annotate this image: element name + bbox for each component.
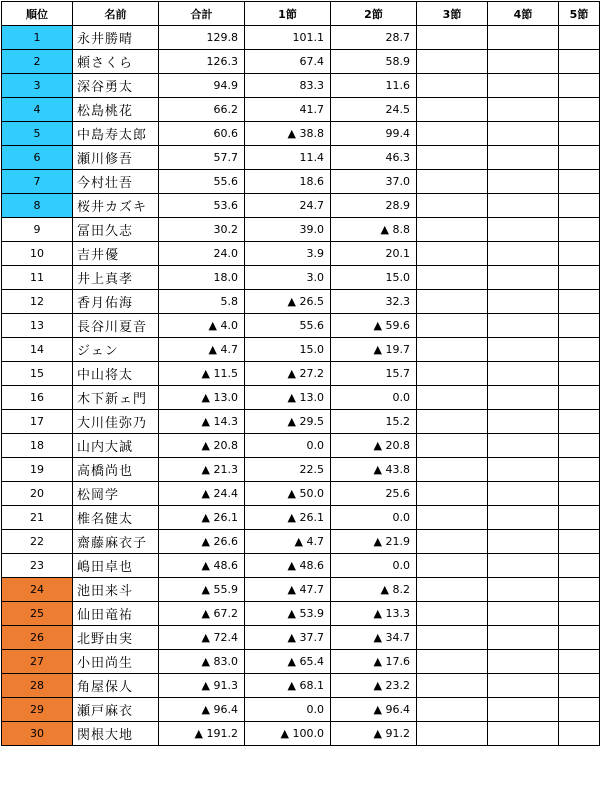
section-1-cell[interactable]: ▲ 26.5: [245, 290, 331, 314]
name-cell[interactable]: 長谷川夏音: [73, 314, 159, 338]
table-row: [2, 554, 600, 578]
section-2-cell[interactable]: 25.6: [331, 482, 417, 506]
total-cell[interactable]: ▲ 91.3: [159, 674, 245, 698]
name-cell[interactable]: 高橋尚也: [73, 458, 159, 482]
section-2-cell[interactable]: ▲ 43.8: [331, 458, 417, 482]
name-cell[interactable]: 角屋保人: [73, 674, 159, 698]
section-4-cell[interactable]: [488, 218, 559, 242]
table-row: [2, 674, 600, 698]
table-row: [2, 506, 600, 530]
header-section-3[interactable]: 3節: [417, 2, 488, 26]
rank-cell[interactable]: 6: [2, 146, 73, 170]
section-1-cell[interactable]: 55.6: [245, 314, 331, 338]
section-2-cell[interactable]: 0.0: [331, 386, 417, 410]
section-3-cell[interactable]: [417, 242, 488, 266]
section-2-cell[interactable]: 15.0: [331, 266, 417, 290]
total-cell[interactable]: ▲ 26.1: [159, 506, 245, 530]
section-4-cell[interactable]: [488, 554, 559, 578]
section-4-cell[interactable]: [488, 122, 559, 146]
name-cell[interactable]: 北野由実: [73, 626, 159, 650]
section-3-cell[interactable]: [417, 170, 488, 194]
section-4-cell[interactable]: [488, 98, 559, 122]
section-1-cell[interactable]: ▲ 65.4: [245, 650, 331, 674]
section-5-cell[interactable]: [559, 74, 600, 98]
total-cell[interactable]: ▲ 72.4: [159, 626, 245, 650]
section-4-cell[interactable]: [488, 338, 559, 362]
section-4-cell[interactable]: [488, 602, 559, 626]
name-cell[interactable]: 池田来斗: [73, 578, 159, 602]
section-3-cell[interactable]: [417, 314, 488, 338]
total-cell[interactable]: 53.6: [159, 194, 245, 218]
section-1-cell[interactable]: ▲ 48.6: [245, 554, 331, 578]
section-5-cell[interactable]: [559, 98, 600, 122]
name-cell[interactable]: 今村壮吾: [73, 170, 159, 194]
rank-cell[interactable]: 23: [2, 554, 73, 578]
section-5-cell[interactable]: [559, 194, 600, 218]
section-3-cell[interactable]: [417, 506, 488, 530]
total-cell[interactable]: 18.0: [159, 266, 245, 290]
rank-cell[interactable]: 14: [2, 338, 73, 362]
section-2-cell[interactable]: ▲ 19.7: [331, 338, 417, 362]
section-2-cell[interactable]: 28.9: [331, 194, 417, 218]
name-cell[interactable]: 吉井優: [73, 242, 159, 266]
total-cell[interactable]: ▲ 48.6: [159, 554, 245, 578]
section-4-cell[interactable]: [488, 410, 559, 434]
section-3-cell[interactable]: [417, 674, 488, 698]
name-cell[interactable]: 頼さくら: [73, 50, 159, 74]
section-4-cell[interactable]: [488, 242, 559, 266]
section-1-cell[interactable]: 0.0: [245, 698, 331, 722]
section-5-cell[interactable]: [559, 602, 600, 626]
section-4-cell[interactable]: [488, 362, 559, 386]
section-2-cell[interactable]: 0.0: [331, 506, 417, 530]
rank-cell[interactable]: 20: [2, 482, 73, 506]
name-cell[interactable]: 齋藤麻衣子: [73, 530, 159, 554]
section-1-cell[interactable]: ▲ 53.9: [245, 602, 331, 626]
header-total[interactable]: 合計: [159, 2, 245, 26]
rank-cell[interactable]: 25: [2, 602, 73, 626]
table-row: [2, 98, 600, 122]
section-5-cell[interactable]: [559, 314, 600, 338]
section-5-cell[interactable]: [559, 722, 600, 746]
section-5-cell[interactable]: [559, 26, 600, 50]
rank-cell[interactable]: 18: [2, 434, 73, 458]
section-3-cell[interactable]: [417, 386, 488, 410]
section-1-cell[interactable]: 41.7: [245, 98, 331, 122]
total-cell[interactable]: 24.0: [159, 242, 245, 266]
section-5-cell[interactable]: [559, 530, 600, 554]
section-4-cell[interactable]: [488, 50, 559, 74]
table-row: [2, 74, 600, 98]
name-cell[interactable]: 井上真孝: [73, 266, 159, 290]
total-cell[interactable]: ▲ 11.5: [159, 362, 245, 386]
section-3-cell[interactable]: [417, 650, 488, 674]
rank-cell[interactable]: 13: [2, 314, 73, 338]
total-cell[interactable]: ▲ 26.6: [159, 530, 245, 554]
name-cell[interactable]: 瀬川修吾: [73, 146, 159, 170]
name-cell[interactable]: 中山将太: [73, 362, 159, 386]
name-cell[interactable]: 関根大地: [73, 722, 159, 746]
name-cell[interactable]: 山内大誠: [73, 434, 159, 458]
section-3-cell[interactable]: [417, 146, 488, 170]
section-3-cell[interactable]: [417, 218, 488, 242]
section-1-cell[interactable]: 101.1: [245, 26, 331, 50]
table-row: [2, 362, 600, 386]
total-cell[interactable]: 66.2: [159, 98, 245, 122]
table-row: [2, 170, 600, 194]
section-4-cell[interactable]: [488, 650, 559, 674]
section-4-cell[interactable]: [488, 314, 559, 338]
section-1-cell[interactable]: 15.0: [245, 338, 331, 362]
rank-cell[interactable]: 1: [2, 26, 73, 50]
rank-cell[interactable]: 29: [2, 698, 73, 722]
section-2-cell[interactable]: 15.7: [331, 362, 417, 386]
section-3-cell[interactable]: [417, 626, 488, 650]
section-5-cell[interactable]: [559, 434, 600, 458]
section-1-cell[interactable]: ▲ 26.1: [245, 506, 331, 530]
section-1-cell[interactable]: ▲ 13.0: [245, 386, 331, 410]
section-2-cell[interactable]: ▲ 8.2: [331, 578, 417, 602]
section-1-cell[interactable]: ▲ 4.7: [245, 530, 331, 554]
total-cell[interactable]: ▲ 67.2: [159, 602, 245, 626]
name-cell[interactable]: 香月佑海: [73, 290, 159, 314]
section-5-cell[interactable]: [559, 674, 600, 698]
section-1-cell[interactable]: 0.0: [245, 434, 331, 458]
section-3-cell[interactable]: [417, 338, 488, 362]
section-2-cell[interactable]: 99.4: [331, 122, 417, 146]
rank-cell[interactable]: 17: [2, 410, 73, 434]
section-2-cell[interactable]: 37.0: [331, 170, 417, 194]
total-cell[interactable]: ▲ 83.0: [159, 650, 245, 674]
name-cell[interactable]: 椎名健太: [73, 506, 159, 530]
section-4-cell[interactable]: [488, 170, 559, 194]
section-4-cell[interactable]: [488, 530, 559, 554]
section-1-cell[interactable]: 3.0: [245, 266, 331, 290]
rank-cell[interactable]: 26: [2, 626, 73, 650]
name-cell[interactable]: 永井勝晴: [73, 26, 159, 50]
total-cell[interactable]: ▲ 13.0: [159, 386, 245, 410]
total-cell[interactable]: ▲ 24.4: [159, 482, 245, 506]
section-2-cell[interactable]: ▲ 20.8: [331, 434, 417, 458]
total-cell[interactable]: 94.9: [159, 74, 245, 98]
total-cell[interactable]: ▲ 96.4: [159, 698, 245, 722]
section-5-cell[interactable]: [559, 578, 600, 602]
table-row: [2, 482, 600, 506]
section-3-cell[interactable]: [417, 578, 488, 602]
total-cell[interactable]: ▲ 55.9: [159, 578, 245, 602]
section-2-cell[interactable]: ▲ 23.2: [331, 674, 417, 698]
header-section-5[interactable]: 5節: [559, 2, 600, 26]
section-4-cell[interactable]: [488, 434, 559, 458]
standings-table: [1, 1, 600, 746]
section-5-cell[interactable]: [559, 650, 600, 674]
rank-cell[interactable]: 4: [2, 98, 73, 122]
section-1-cell[interactable]: 11.4: [245, 146, 331, 170]
table-row: [2, 26, 600, 50]
section-4-cell[interactable]: [488, 506, 559, 530]
section-3-cell[interactable]: [417, 554, 488, 578]
section-5-cell[interactable]: [559, 266, 600, 290]
rank-cell[interactable]: 12: [2, 290, 73, 314]
section-5-cell[interactable]: [559, 50, 600, 74]
table-row: [2, 194, 600, 218]
name-cell[interactable]: 小田尚生: [73, 650, 159, 674]
section-3-cell[interactable]: [417, 410, 488, 434]
name-cell[interactable]: 松岡学: [73, 482, 159, 506]
section-2-cell[interactable]: ▲ 17.6: [331, 650, 417, 674]
section-4-cell[interactable]: [488, 458, 559, 482]
rank-cell[interactable]: 5: [2, 122, 73, 146]
rank-cell[interactable]: 3: [2, 74, 73, 98]
name-cell[interactable]: 松島桃花: [73, 98, 159, 122]
table-row: [2, 410, 600, 434]
section-3-cell[interactable]: [417, 26, 488, 50]
section-5-cell[interactable]: [559, 242, 600, 266]
section-4-cell[interactable]: [488, 194, 559, 218]
section-1-cell[interactable]: 3.9: [245, 242, 331, 266]
section-3-cell[interactable]: [417, 194, 488, 218]
header-rank[interactable]: 順位: [2, 2, 73, 26]
section-3-cell[interactable]: [417, 362, 488, 386]
table-row: [2, 218, 600, 242]
table-row: [2, 242, 600, 266]
section-2-cell[interactable]: 24.5: [331, 98, 417, 122]
total-cell[interactable]: ▲ 191.2: [159, 722, 245, 746]
section-3-cell[interactable]: [417, 266, 488, 290]
section-5-cell[interactable]: [559, 506, 600, 530]
section-3-cell[interactable]: [417, 50, 488, 74]
section-5-cell[interactable]: [559, 626, 600, 650]
section-4-cell[interactable]: [488, 146, 559, 170]
section-4-cell[interactable]: [488, 626, 559, 650]
name-cell[interactable]: 木下新ェ門: [73, 386, 159, 410]
rank-cell[interactable]: 7: [2, 170, 73, 194]
header-row: [2, 2, 600, 26]
section-3-cell[interactable]: [417, 458, 488, 482]
total-cell[interactable]: ▲ 14.3: [159, 410, 245, 434]
section-2-cell[interactable]: 46.3: [331, 146, 417, 170]
table-row: [2, 122, 600, 146]
rank-cell[interactable]: 24: [2, 578, 73, 602]
rank-cell[interactable]: 8: [2, 194, 73, 218]
table-row: [2, 458, 600, 482]
section-4-cell[interactable]: [488, 266, 559, 290]
section-5-cell[interactable]: [559, 458, 600, 482]
section-2-cell[interactable]: 20.1: [331, 242, 417, 266]
table-row: [2, 578, 600, 602]
section-5-cell[interactable]: [559, 554, 600, 578]
rank-cell[interactable]: 21: [2, 506, 73, 530]
section-5-cell[interactable]: [559, 170, 600, 194]
table-row: [2, 602, 600, 626]
section-2-cell[interactable]: ▲ 59.6: [331, 314, 417, 338]
section-5-cell[interactable]: [559, 218, 600, 242]
rank-cell[interactable]: 11: [2, 266, 73, 290]
section-1-cell[interactable]: 39.0: [245, 218, 331, 242]
rank-cell[interactable]: 30: [2, 722, 73, 746]
table-body: [2, 26, 600, 746]
name-cell[interactable]: 仙田竜祐: [73, 602, 159, 626]
header-section-2[interactable]: 2節: [331, 2, 417, 26]
section-2-cell[interactable]: 28.7: [331, 26, 417, 50]
name-cell[interactable]: 中島寿太郎: [73, 122, 159, 146]
total-cell[interactable]: 129.8: [159, 26, 245, 50]
rank-cell[interactable]: 16: [2, 386, 73, 410]
rank-cell[interactable]: 28: [2, 674, 73, 698]
rank-cell[interactable]: 19: [2, 458, 73, 482]
table-row: [2, 650, 600, 674]
section-1-cell[interactable]: 18.6: [245, 170, 331, 194]
section-2-cell[interactable]: 11.6: [331, 74, 417, 98]
total-cell[interactable]: ▲ 4.0: [159, 314, 245, 338]
section-2-cell[interactable]: ▲ 13.3: [331, 602, 417, 626]
table-row: [2, 50, 600, 74]
section-1-cell[interactable]: 22.5: [245, 458, 331, 482]
section-3-cell[interactable]: [417, 602, 488, 626]
section-4-cell[interactable]: [488, 26, 559, 50]
section-2-cell[interactable]: ▲ 8.8: [331, 218, 417, 242]
section-5-cell[interactable]: [559, 122, 600, 146]
section-2-cell[interactable]: 58.9: [331, 50, 417, 74]
section-1-cell[interactable]: ▲ 47.7: [245, 578, 331, 602]
section-4-cell[interactable]: [488, 482, 559, 506]
section-2-cell[interactable]: 15.2: [331, 410, 417, 434]
table-row: [2, 722, 600, 746]
total-cell[interactable]: 60.6: [159, 122, 245, 146]
table-row: [2, 434, 600, 458]
total-cell[interactable]: 30.2: [159, 218, 245, 242]
rank-cell[interactable]: 9: [2, 218, 73, 242]
section-3-cell[interactable]: [417, 698, 488, 722]
name-cell[interactable]: 瀬戸麻衣: [73, 698, 159, 722]
section-3-cell[interactable]: [417, 530, 488, 554]
section-5-cell[interactable]: [559, 698, 600, 722]
rank-cell[interactable]: 22: [2, 530, 73, 554]
section-3-cell[interactable]: [417, 98, 488, 122]
section-5-cell[interactable]: [559, 338, 600, 362]
section-2-cell[interactable]: 32.3: [331, 290, 417, 314]
section-2-cell[interactable]: ▲ 21.9: [331, 530, 417, 554]
section-3-cell[interactable]: [417, 122, 488, 146]
section-5-cell[interactable]: [559, 290, 600, 314]
table-row: [2, 338, 600, 362]
total-cell[interactable]: 126.3: [159, 50, 245, 74]
name-cell[interactable]: 桜井カズキ: [73, 194, 159, 218]
section-4-cell[interactable]: [488, 722, 559, 746]
section-4-cell[interactable]: [488, 290, 559, 314]
section-1-cell[interactable]: 83.3: [245, 74, 331, 98]
table-row: [2, 530, 600, 554]
table-row: [2, 626, 600, 650]
section-4-cell[interactable]: [488, 578, 559, 602]
section-1-cell[interactable]: 24.7: [245, 194, 331, 218]
table-row: [2, 698, 600, 722]
section-5-cell[interactable]: [559, 146, 600, 170]
header-name[interactable]: 名前: [73, 2, 159, 26]
section-1-cell[interactable]: ▲ 50.0: [245, 482, 331, 506]
section-2-cell[interactable]: ▲ 96.4: [331, 698, 417, 722]
name-cell[interactable]: 深谷勇太: [73, 74, 159, 98]
section-1-cell[interactable]: ▲ 27.2: [245, 362, 331, 386]
rank-cell[interactable]: 2: [2, 50, 73, 74]
section-3-cell[interactable]: [417, 482, 488, 506]
section-4-cell[interactable]: [488, 386, 559, 410]
section-5-cell[interactable]: [559, 410, 600, 434]
rank-cell[interactable]: 10: [2, 242, 73, 266]
section-2-cell[interactable]: 0.0: [331, 554, 417, 578]
total-cell[interactable]: ▲ 4.7: [159, 338, 245, 362]
section-1-cell[interactable]: ▲ 38.8: [245, 122, 331, 146]
rank-cell[interactable]: 15: [2, 362, 73, 386]
total-cell[interactable]: 55.6: [159, 170, 245, 194]
section-1-cell[interactable]: ▲ 100.0: [245, 722, 331, 746]
section-2-cell[interactable]: ▲ 91.2: [331, 722, 417, 746]
name-cell[interactable]: 大川佳弥乃: [73, 410, 159, 434]
table-row: [2, 266, 600, 290]
section-5-cell[interactable]: [559, 386, 600, 410]
header-section-1[interactable]: 1節: [245, 2, 331, 26]
section-1-cell[interactable]: ▲ 29.5: [245, 410, 331, 434]
table-row: [2, 146, 600, 170]
section-4-cell[interactable]: [488, 674, 559, 698]
section-2-cell[interactable]: ▲ 34.7: [331, 626, 417, 650]
table-row: [2, 290, 600, 314]
section-5-cell[interactable]: [559, 362, 600, 386]
header-section-4[interactable]: 4節: [488, 2, 559, 26]
name-cell[interactable]: 冨田久志: [73, 218, 159, 242]
section-3-cell[interactable]: [417, 74, 488, 98]
section-3-cell[interactable]: [417, 434, 488, 458]
name-cell[interactable]: 嶋田卓也: [73, 554, 159, 578]
total-cell[interactable]: 57.7: [159, 146, 245, 170]
table-row: [2, 314, 600, 338]
total-cell[interactable]: 5.8: [159, 290, 245, 314]
table-row: [2, 386, 600, 410]
section-1-cell[interactable]: ▲ 37.7: [245, 626, 331, 650]
section-4-cell[interactable]: [488, 698, 559, 722]
section-1-cell[interactable]: ▲ 68.1: [245, 674, 331, 698]
section-1-cell[interactable]: 67.4: [245, 50, 331, 74]
section-3-cell[interactable]: [417, 290, 488, 314]
section-3-cell[interactable]: [417, 722, 488, 746]
section-4-cell[interactable]: [488, 74, 559, 98]
total-cell[interactable]: ▲ 21.3: [159, 458, 245, 482]
rank-cell[interactable]: 27: [2, 650, 73, 674]
section-5-cell[interactable]: [559, 482, 600, 506]
name-cell[interactable]: ジェン: [73, 338, 159, 362]
total-cell[interactable]: ▲ 20.8: [159, 434, 245, 458]
